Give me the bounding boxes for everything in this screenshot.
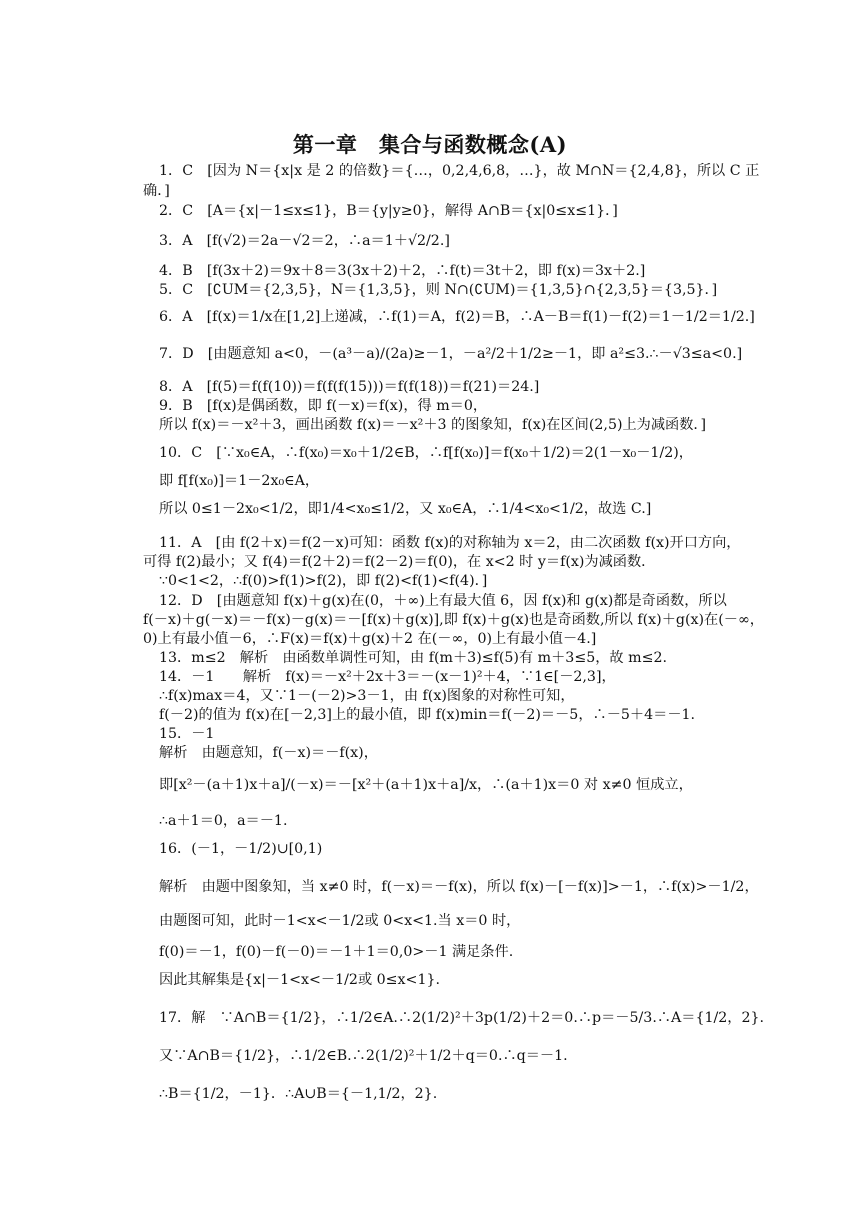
answer-line: 3．A [f(√2)＝2a－√2＝2，∴a＝1＋√2/2.]	[159, 233, 450, 249]
answer-line: 0)上有最小值－6，∴F(x)＝f(x)＋g(x)＋2 在(－∞，0)上有最小值－4.]	[143, 631, 597, 647]
answer-line: ∴a＋1＝0，a＝－1.	[159, 813, 288, 829]
answer-line: ∴f(x)max＝4，又∵1－(－2)>3－1，由 f(x)图象的对称性可知，	[159, 688, 575, 704]
answer-line: 所以 f(x)＝－x²＋3，画出函数 f(x)＝－x²＋3 的图象知，f(x)在区间(2,5)上为减函数．]	[159, 417, 707, 433]
page-title: 第一章 集合与函数概念(A)	[292, 132, 568, 157]
answer-line: ∵0<1<2，∴f(0)>f(1)>f(2)，即 f(2)<f(1)<f(4)．]	[159, 573, 488, 589]
answer-line: 11．A [由 f(2＋x)＝f(2－x)可知：函数 f(x)的对称轴为 x＝2，由二次函数 f(x)开口方向，	[159, 535, 741, 551]
answer-line: 2．C [A＝{x|－1≤x≤1}，B＝{y|y≥0}，解得 A∩B＝{x|0≤x≤1}．]	[159, 203, 618, 219]
answer-line: 所以 0≤1－2x₀<1/2，即1/4<x₀≤1/2，又 x₀∈A，∴1/4<x₀<1/2，故选 C.]	[159, 501, 652, 517]
answer-line: f(－2)的值为 f(x)在[－2,3]上的最小值，即 f(x)min＝f(－2)＝－5，∴－5＋4＝－1.	[159, 707, 696, 723]
answer-line: f(－x)＋g(－x)＝－f(x)－g(x)＝－[f(x)＋g(x)],即 f(x)＋g(x)也是奇函数,所以 f(x)＋g(x)在(－∞，	[143, 612, 764, 628]
answer-line: 即[x²－(a＋1)x＋a]/(－x)＝－[x²＋(a＋1)x＋a]/x，∴(a＋1)x＝0 对 x≠0 恒成立，	[159, 777, 693, 793]
answer-line: 10．C [∵x₀∈A，∴f(x₀)＝x₀＋1/2∈B，∴f[f(x₀)]＝f(x₀＋1/2)＝2(1－x₀－1/2)，	[159, 445, 693, 461]
answer-line: 由题图可知，此时－1<x<－1/2或 0<x<1.当 x＝0 时，	[159, 913, 521, 929]
answer-line: 14．－1 解析 f(x)＝－x²＋2x＋3＝－(x－1)²＋4，∵1∈[－2,3]，	[159, 669, 616, 685]
answer-line: 解析 由题中图象知，当 x≠0 时，f(－x)＝－f(x)，所以 f(x)－[－f(x)]>－1，∴f(x)>－1/2，	[159, 879, 759, 895]
answer-line: 5．C [∁UM＝{2,3,5}，N＝{1,3,5}，则 N∩(∁UM)＝{1,3,5}∩{2,3,5}＝{3,5}．]	[159, 282, 718, 298]
answer-line: 8．A [f(5)＝f(f(10))＝f(f(f(15)))＝f(f(18))＝f(21)＝24.]	[159, 379, 540, 395]
answer-line: 12．D [由题意知 f(x)＋g(x)在(0，＋∞)上有最大值 6，因 f(x)和 g(x)都是奇函数，所以	[159, 593, 727, 609]
answer-line: 因此其解集是{x|－1<x<－1/2或 0≤x<1}.	[159, 972, 441, 988]
answer-line: f(0)＝－1，f(0)－f(－0)＝－1＋1＝0,0>－1 满足条件.	[159, 944, 514, 960]
answer-line: 17．解 ∵A∩B＝{1/2}，∴1/2∈A.∴2(1/2)²＋3p(1/2)＋2＝0.∴p＝－5/3.∴A＝{1/2，2}.	[159, 1010, 765, 1026]
answer-line: 可得 f(2)最小；又 f(4)＝f(2＋2)＝f(2－2)＝f(0)，在 x<2 时 y＝f(x)为减函数．	[143, 554, 656, 570]
answer-line: 1．C [因为 N＝{x|x 是 2 的倍数}＝{…，0,2,4,6,8，…}，故 M∩N＝{2,4,8}，所以 C 正	[159, 163, 760, 179]
answer-line: 解析 由题意知，f(－x)＝－f(x)，	[159, 745, 378, 761]
answer-line: 15．－1	[159, 726, 215, 742]
answer-line: 4．B [f(3x＋2)＝9x＋8＝3(3x＋2)＋2，∴f(t)＝3t＋2，即 f(x)＝3x＋2.]	[159, 263, 646, 279]
answer-line: ∴B＝{1/2，－1}．∴A∪B＝{－1,1/2，2}.	[159, 1086, 438, 1102]
answer-line: 13．m≤2 解析 由函数单调性可知，由 f(m＋3)≤f(5)有 m＋3≤5，故 m≤2.	[159, 650, 668, 666]
answer-line: 9．B [f(x)是偶函数，即 f(－x)＝f(x)，得 m＝0，	[159, 398, 488, 414]
answer-line: 6．A [f(x)＝1/x在[1,2]上递减，∴f(1)＝A，f(2)＝B，∴A－B＝f(1)－f(2)＝1－1/2＝1/2.]	[159, 309, 755, 325]
answer-line: 7．D [由题意知 a<0，－(a³－a)/(2a)≥－1，－a²/2＋1/2≥－1，即 a²≤3.∴－√3≤a<0.]	[159, 346, 743, 362]
answer-line: 又∵A∩B＝{1/2}，∴1/2∈B.∴2(1/2)²＋1/2＋q＝0.∴q＝－1.	[159, 1048, 568, 1064]
answer-line: 16．(－1，－1/2)∪[0,1)	[159, 841, 323, 857]
answer-line: 即 f[f(x₀)]＝1－2x₀∈A，	[159, 473, 320, 489]
answer-line: 确．]	[143, 183, 170, 199]
